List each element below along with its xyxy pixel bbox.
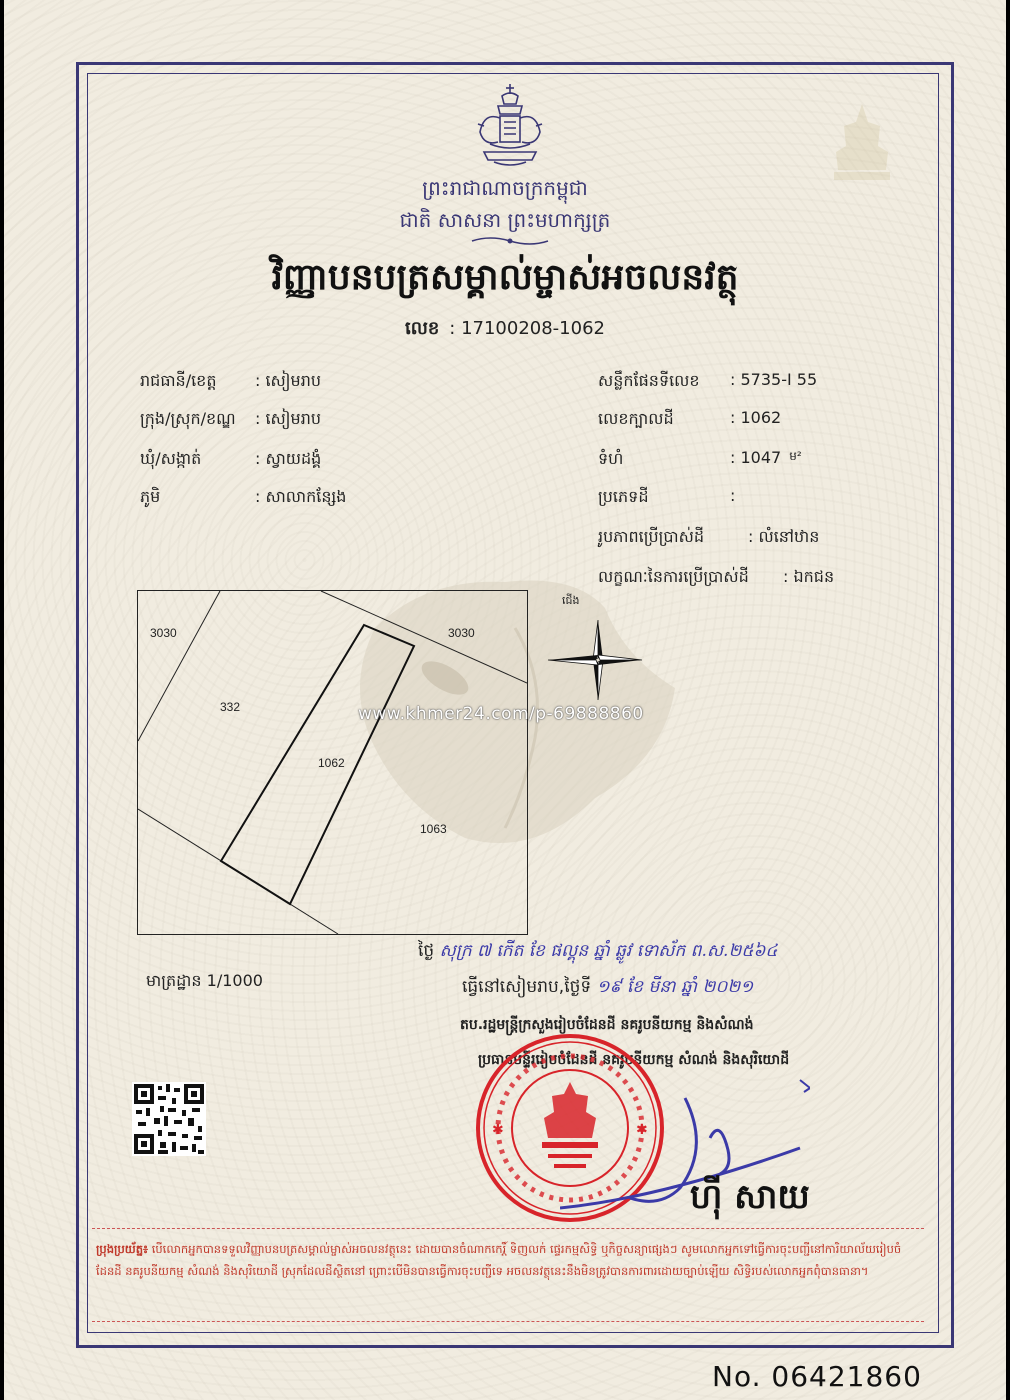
lunar-date-handwritten: សុក្រ ៧ កើត ខែ ផល្គុន ឆ្នាំ ឆ្លូវ ទោស័ក ព.ស.២៥៦៤ bbox=[439, 941, 778, 961]
field-value: : ស្វាយដង្គំ bbox=[255, 449, 322, 468]
svg-text:✱: ✱ bbox=[492, 1122, 504, 1138]
area-unit: ម² bbox=[789, 449, 802, 463]
field-value: : សាលាកន្សែង bbox=[255, 487, 347, 506]
field-label: ឃុំ/សង្កាត់ bbox=[140, 449, 202, 468]
notice-body: បើលោកអ្នកបានទទួលវិញ្ញាបនបត្រសម្គាល់ម្ចាស់អចលនវត្ថុនេះ ដោយបានចំណាកកេរ្តិ៍ ទិញលក់ ផ្ទេរកម្មសិទ្ធិ ឬកិច្ចសន្យាផ្សេងៗ សូមលោកអ្នកទៅធ្វើការចុះបញ្ជីនៅការិយាល័យរៀបចំដែនដី នគរូបនីយកម្ម សំណង់ និងសុរិយោដី ស្រុកដែលដីស្ថិតនៅ ព្រោះបើមិនបានធ្វើការចុះបញ្ជីទេ អចលនវត្ថុនេះនឹងមិនត្រូវបានការពារដោយច្បាប់ឡើយ សិទ្ធិរបស់លោកអ្នកពុំបានធានា។ bbox=[96, 1242, 902, 1278]
field-label: រូបភាពប្រើប្រាស់ដី bbox=[598, 527, 705, 546]
field-label: សន្លឹកផែនទីលេខ bbox=[598, 371, 700, 390]
parcel-map bbox=[137, 590, 528, 935]
parcel-label: 3030 bbox=[150, 626, 177, 640]
authority-line-1: តប.រដ្ឋមន្ត្រីក្រសួងរៀបចំដែនដី នគរូបនីយកម្ម និងសំណង់ bbox=[460, 1017, 754, 1033]
parcel-map-drawing bbox=[138, 591, 527, 934]
field-value: : 1062 bbox=[730, 408, 782, 427]
certificate-title: វិញ្ញាបនបត្រសម្គាល់ម្ចាស់អចលនវត្ថុ bbox=[271, 256, 739, 298]
field-parcel-number bbox=[598, 408, 782, 432]
boundary-line bbox=[321, 591, 527, 683]
north-label: ជើង bbox=[562, 594, 580, 607]
website-watermark: www.khmer24.com/p-69888860 bbox=[358, 704, 644, 724]
map-scale: មាត្រដ្ឋាន 1/1000 bbox=[146, 971, 263, 990]
field-village bbox=[140, 486, 347, 510]
signer-name: ហ៊ី សាយ bbox=[690, 1177, 810, 1217]
field-label: លេខក្បាលដី bbox=[598, 409, 674, 428]
field-value: : សៀមរាប bbox=[255, 409, 322, 428]
notice-text bbox=[96, 1238, 922, 1282]
certificate-number bbox=[300, 316, 710, 343]
parcel-label: 3030 bbox=[448, 626, 475, 640]
north-arrow-icon bbox=[540, 592, 650, 712]
field-area bbox=[598, 448, 802, 472]
field-value: : លំនៅឋាន bbox=[748, 527, 820, 546]
lunar-date-prefix: ថ្ងៃ bbox=[418, 941, 435, 961]
field-map-sheet bbox=[598, 370, 818, 394]
field-value: : 5735-I 55 bbox=[730, 370, 818, 389]
solar-date-handwritten: ១៩ ខែ មីនា ឆ្នាំ ២០២១ bbox=[596, 977, 754, 997]
field-label: ភូមិ bbox=[140, 487, 161, 506]
serial-number: No. 06421860 bbox=[712, 1360, 922, 1393]
boundary-line bbox=[138, 591, 220, 741]
field-label: រាជធានី/ខេត្ត bbox=[140, 371, 217, 390]
kingdom-line-2: ជាតិ សាសនា ព្រះមហាក្សត្រ bbox=[399, 208, 611, 232]
parcel-label: 1063 bbox=[420, 822, 447, 836]
field-value: : សៀមរាប bbox=[255, 371, 322, 390]
qr-code-icon bbox=[132, 1082, 206, 1156]
field-land-type bbox=[598, 486, 736, 510]
certificate-number-label: លេខ bbox=[405, 318, 440, 339]
field-district bbox=[140, 408, 322, 432]
field-land-use bbox=[598, 526, 820, 550]
solar-date-line bbox=[462, 976, 753, 1001]
solar-date-prefix: ធ្វើនៅសៀមរាប,ថ្ងៃទី bbox=[462, 977, 592, 997]
royal-coat-of-arms-icon bbox=[470, 82, 550, 168]
field-label: លក្ខណៈនៃការប្រើប្រាស់ដី bbox=[598, 567, 749, 586]
kingdom-line-1: ព្រះរាជាណាចក្រកម្ពុជា bbox=[422, 176, 588, 200]
certificate-number-value: : 17100208-1062 bbox=[449, 318, 605, 339]
parcel-label: 1062 bbox=[318, 756, 345, 770]
field-value: : bbox=[730, 486, 736, 505]
field-value: : ឯកជន bbox=[783, 567, 835, 586]
field-value bbox=[730, 448, 802, 467]
field-label: ក្រុង/ស្រុក/ខណ្ឌ bbox=[140, 409, 236, 428]
divider-ornament-icon bbox=[470, 235, 550, 247]
parcel-label: 332 bbox=[220, 700, 241, 714]
field-commune bbox=[140, 448, 322, 472]
field-province bbox=[140, 370, 322, 394]
area-value: : 1047 bbox=[730, 448, 782, 467]
field-label: ប្រភេទដី bbox=[598, 487, 649, 506]
authority-line-2: ប្រធានមន្ទីររៀបចំដែនដី នគរូបនីយកម្ម សំណង់ និងសុរិយោដី bbox=[478, 1052, 790, 1068]
field-label: ទំហំ bbox=[598, 449, 624, 468]
notice-label: ប្រុងប្រយ័ត្ន៖ bbox=[96, 1242, 149, 1256]
lunar-date-line bbox=[418, 940, 777, 965]
svg-text:✱: ✱ bbox=[636, 1122, 648, 1138]
watermark-emblem-icon bbox=[822, 100, 902, 186]
